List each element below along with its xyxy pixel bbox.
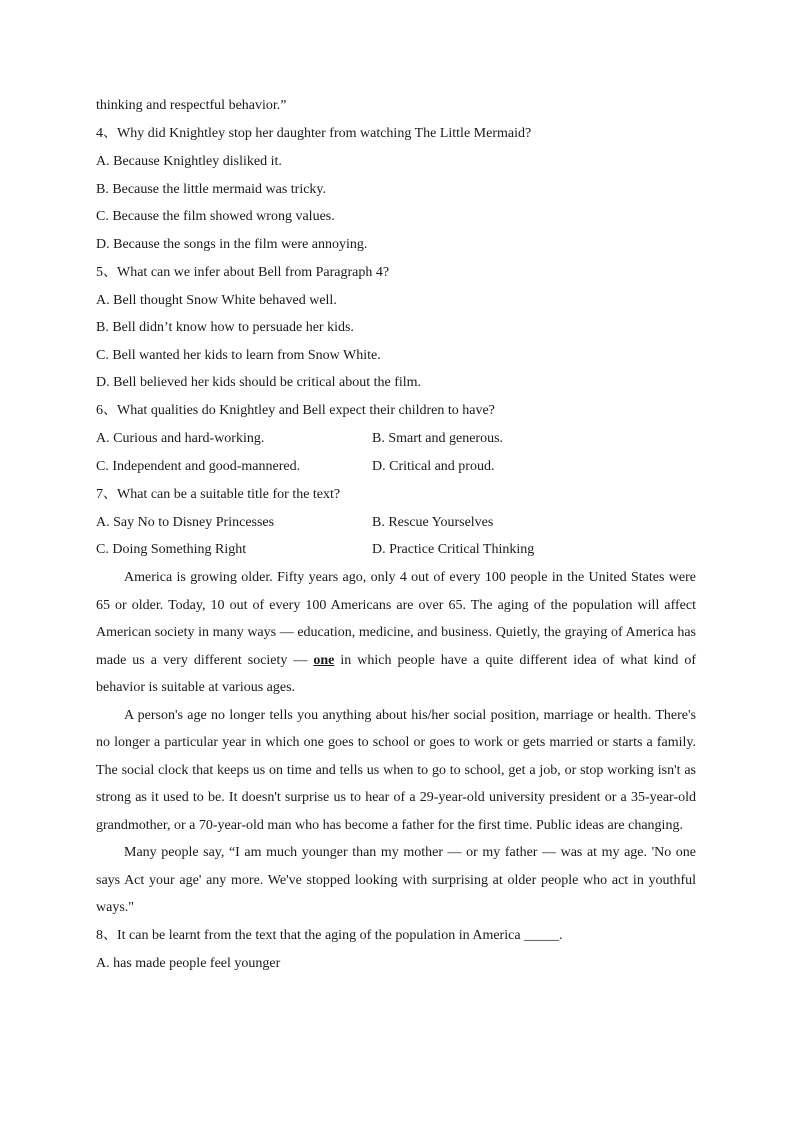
passage-paragraph-2: A person's age no longer tells you anything about his/her social position, marriage or health. There's no longer a particular year in which one goes to school or goes to work or gets married or starts a family. The social clock that keeps us on time and tells us when to go to school, get a job, or stop working isn't as strong as it used to be. It doesn't surprise us to hear of a 29-year-old university president or a 35-year-old grandmother, or a 70-year-old man who has become a father for the first time. Public ideas are changing. — [96, 707, 696, 833]
q7-options-row-2 — [96, 536, 696, 564]
q5-option-c: C. Bell wanted her kids to learn from Snow White. — [96, 347, 381, 363]
passage-tail: thinking and respectful behavior.” — [96, 98, 287, 113]
q4-option-c: C. Because the film showed wrong values. — [96, 209, 335, 224]
q6-option-a: A. Curious and hard-working. — [96, 431, 265, 446]
paragraph-1-text-start: America is growing older. Fifty years ago, only 4 out of every 100 people in the United States were 65 or older. Today, 10 out of every 100 Americans are over 65. The aging of the population will affect American society in many ways — education, medicine, and business. Quietly, the graying of America has made us a very different society — — [96, 570, 696, 668]
q4-option-d: D. Because the songs in the film were annoying. — [96, 236, 368, 252]
question-4: 4、Why did Knightley stop her daughter from watching The Little Mermaid? — [96, 126, 532, 141]
q5-option-a: A. Bell thought Snow White behaved well. — [96, 292, 337, 308]
q6-option-d: D. Critical and proud. — [372, 458, 495, 474]
q7-options-row-1 — [96, 509, 696, 537]
q8-option-a: A. has made people feel younger — [96, 955, 281, 971]
q6-option-c: C. Independent and good-mannered. — [96, 458, 301, 474]
document-page — [96, 92, 696, 978]
passage-paragraph-1 — [96, 564, 696, 702]
question-6: 6、What qualities do Knightley and Bell expect their children to have? — [96, 403, 495, 418]
question-5: 5、What can we infer about Bell from Paragraph 4? — [96, 264, 390, 280]
q7-option-c: C. Doing Something Right — [96, 542, 247, 557]
q4-option-a: A. Because Knightley disliked it. — [96, 154, 282, 169]
q7-option-b: B. Rescue Yourselves — [372, 514, 494, 530]
q6-options-row-1 — [96, 425, 696, 453]
underlined-word: one — [313, 652, 335, 668]
q4-option-b: B. Because the little mermaid was tricky. — [96, 181, 327, 197]
question-8: 8、It can be learnt from the text that the aging of the population in America _____. — [96, 927, 563, 943]
q6-options-row-2 — [96, 453, 696, 481]
q5-option-b: B. Bell didn’t know how to persuade her kids. — [96, 320, 354, 335]
q6-option-b: B. Smart and generous. — [372, 431, 504, 446]
passage-paragraph-3: Many people say, “I am much younger than my mother — or my father — was at my age. 'No one says Act your age' any more. We've stopped looking with surprising at older people who act in youthful ways." — [96, 845, 696, 915]
q5-option-d: D. Bell believed her kids should be critical about the film. — [96, 375, 422, 390]
q7-option-d: D. Practice Critical Thinking — [372, 542, 535, 557]
question-7: 7、What can be a suitable title for the text? — [96, 486, 341, 502]
q7-option-a: A. Say No to Disney Princesses — [96, 514, 275, 530]
paragraph-1-text-end: in which people have a quite different idea of what kind of behavior is suitable at various ages. — [96, 652, 697, 695]
